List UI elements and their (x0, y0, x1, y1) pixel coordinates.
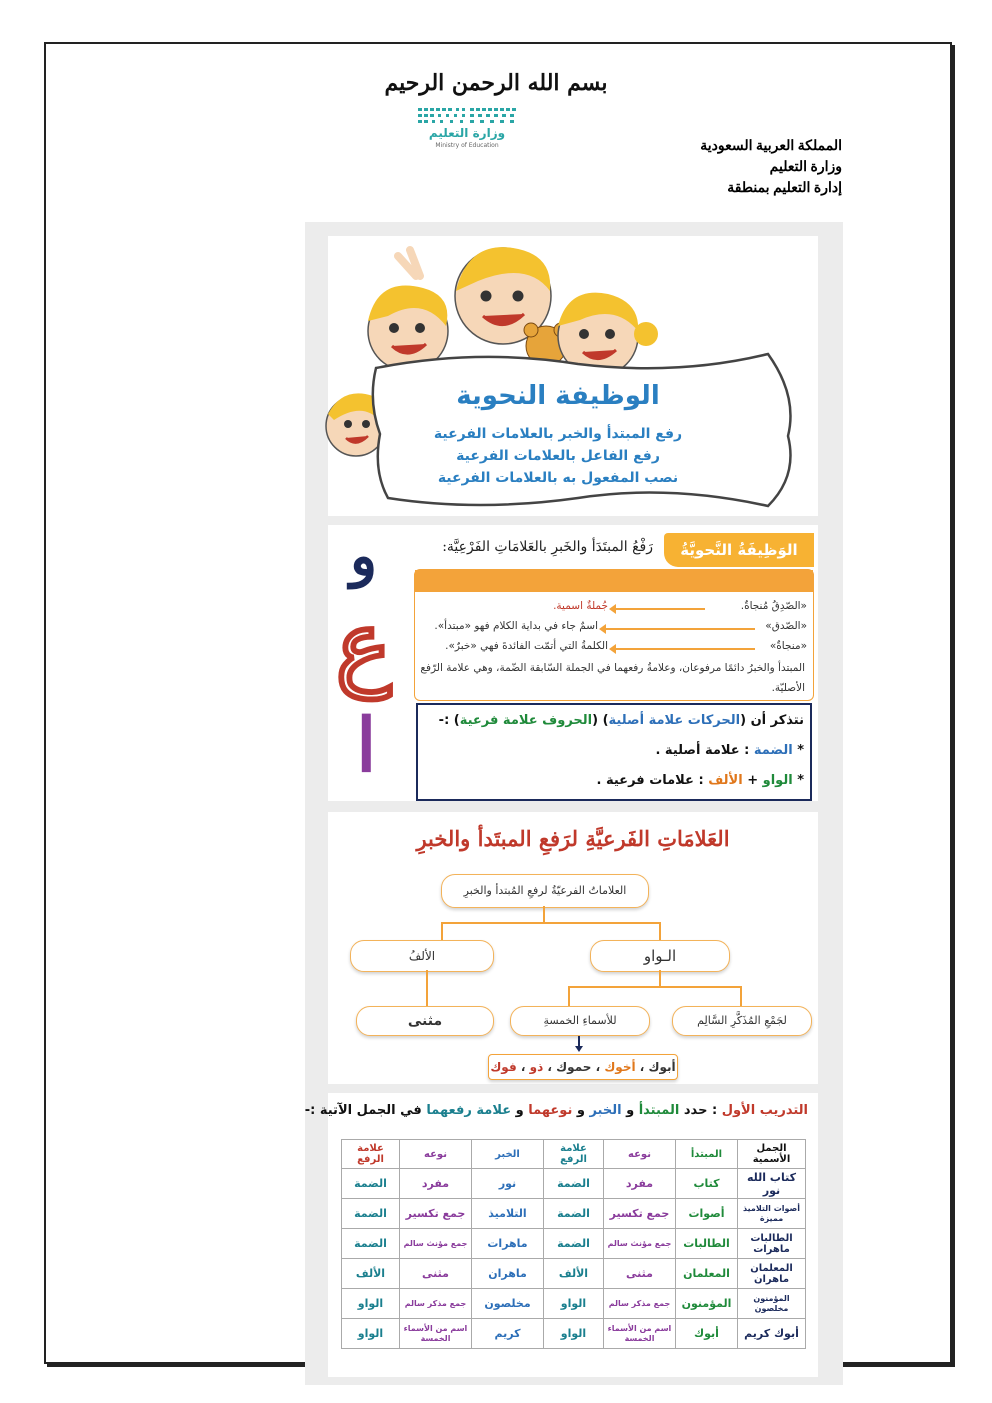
examples-node (488, 1054, 678, 1080)
five-nouns-node: للأسماءِ الخمسةِ (510, 1006, 650, 1036)
letter-ain: ع (336, 591, 391, 699)
table-cell: الضمة (544, 1199, 604, 1229)
bismillah: بسم الله الرحمن الرحيم (384, 70, 608, 96)
ministry-logo (404, 106, 530, 150)
table-cell: المؤمنون مخلصون (738, 1289, 806, 1319)
text-segment: الواو (762, 773, 793, 788)
table-header-row (342, 1140, 806, 1169)
logo-text: وزارة التعليم (428, 126, 506, 140)
header-line: وزارة التعليم (769, 160, 842, 175)
text-segment: و (621, 1103, 639, 1118)
table-header: علامة الرفع (342, 1140, 400, 1169)
text-segment: أبوك ، (635, 1060, 676, 1074)
table-cell: الضمة (342, 1169, 400, 1199)
text-segment: المبتدأ (638, 1103, 680, 1118)
example-right: اسمٌ جاء في بداية الكلام فهو «مبتدأ». (434, 620, 598, 632)
text-segment: ) ( (592, 713, 609, 728)
table-cell: جمع مذكر سالم (400, 1289, 472, 1319)
table-cell: مفرد (400, 1169, 472, 1199)
text-segment: نتذكر أن ( (740, 713, 804, 728)
text-segment: ، (591, 1060, 605, 1074)
waw-node: الـواو (590, 940, 730, 972)
text-segment: و (511, 1103, 529, 1118)
text-segment: الخبر (589, 1103, 622, 1118)
table-cell: المعلمان (676, 1259, 738, 1289)
table-header: نوعه (400, 1140, 472, 1169)
dual-node: مثنى (356, 1006, 494, 1036)
alif-node: الألفُ (350, 940, 494, 972)
table-cell: أصوات (676, 1199, 738, 1229)
header-lines (700, 136, 842, 199)
text-segment: : حدد (679, 1103, 722, 1118)
down-arrow-icon (575, 1046, 583, 1052)
header-line: المملكة العربية السعودية (700, 139, 842, 154)
intro-title: الوظيفة النحوية (456, 381, 660, 411)
table-header: المبتدأ (676, 1140, 738, 1169)
arrow-icon (615, 648, 755, 650)
table-cell: ماهران (472, 1259, 544, 1289)
table-cell: اسم من الأسماء الخمسة (604, 1319, 676, 1349)
connector (426, 970, 428, 1006)
table-cell: الواو (342, 1289, 400, 1319)
header-line: إدارة التعليم بمنطقة (727, 181, 842, 196)
text-segment: : علامة أصلية . (655, 743, 754, 758)
connector (740, 986, 742, 1006)
table-cell: ماهرات (472, 1229, 544, 1259)
remember-line (597, 773, 804, 788)
example-right: الكلمةُ التي أتمّت الفائدةَ فهي «خبرٌ». (445, 640, 608, 652)
table-cell: التلاميذ (472, 1199, 544, 1229)
masc-plural-node: لجَمْعِ المُذَكَّرِ السَّالِم (672, 1006, 812, 1036)
example-left: «الصّدق» (765, 620, 807, 632)
text-segment: أخوك (604, 1060, 636, 1074)
root-node: العلاماتُ الفرعيّةُ لرفعِ المُبتدأ والخبرِ (441, 874, 649, 908)
table-cell: مفرد (604, 1169, 676, 1199)
text-segment: ، (516, 1060, 530, 1074)
table-row (342, 1229, 806, 1259)
text-segment: الحركات علامة أصلية (608, 713, 741, 728)
table-cell: أبوك (676, 1319, 738, 1349)
text-segment: ) :- (438, 713, 460, 728)
letter-waw: و (350, 523, 378, 589)
remember-line (439, 713, 804, 728)
intro-line: رفع الفاعل بالعلامات الفرعية (456, 448, 660, 464)
text-segment: * (792, 743, 804, 758)
table-cell: مخلصون (472, 1289, 544, 1319)
table-cell: الضمة (342, 1229, 400, 1259)
text-segment: : علامات فرعية . (596, 773, 709, 788)
table-cell: جمع تكسير (604, 1199, 676, 1229)
table-cell: مثنى (604, 1259, 676, 1289)
text-segment: التدريب الأول (721, 1103, 808, 1118)
connector (568, 986, 742, 988)
table-cell: كتاب (676, 1169, 738, 1199)
text-segment: ذو (529, 1060, 544, 1074)
lesson-tag: الوَظِيفَةُ النَّحويَّةُ (664, 533, 814, 567)
table-cell: الضمة (544, 1169, 604, 1199)
example-box (414, 569, 814, 701)
diagram-card (328, 812, 818, 1084)
lesson-card (328, 525, 818, 801)
arrow-icon (605, 628, 755, 630)
text-segment: في الجمل الآتية :- (304, 1103, 427, 1118)
table-cell: نور (472, 1169, 544, 1199)
text-segment: حموك (556, 1060, 592, 1074)
table-cell: مثنى (400, 1259, 472, 1289)
remember-box (416, 703, 812, 801)
text-segment: الحروف علامة فرعية (459, 713, 593, 728)
letter-alif: ا (356, 703, 377, 789)
table-cell: الألف (342, 1259, 400, 1289)
diagram-title: العَلامَاتِ الفَرعيَّةِ لرَفعِ المبتَدأ والخبرِ (416, 826, 730, 851)
table-row (342, 1169, 806, 1199)
table-row (342, 1199, 806, 1229)
table-cell: جمع مذكر سالم (604, 1289, 676, 1319)
table-row (342, 1319, 806, 1349)
connector (543, 906, 545, 922)
table-cell: المعلمان ماهران (738, 1259, 806, 1289)
logo-subtext: Ministry of Education (435, 142, 499, 149)
table-cell: الواو (544, 1289, 604, 1319)
table-header: نوعه (604, 1140, 676, 1169)
lesson-title: رَفْعُ المبتَدَأ والخَبرِ بالعَلامَاتِ الفَرْعِيَّة: (442, 539, 653, 555)
connector (441, 922, 443, 940)
text-segment: * (792, 773, 804, 788)
exercise-card (304, 1093, 818, 1377)
table-cell: أبوك كريم (738, 1319, 806, 1349)
example-left: «منجاةٌ» (769, 640, 807, 652)
text-segment: و (572, 1103, 590, 1118)
table-header: علامة الرفع (544, 1140, 604, 1169)
remember-line (655, 743, 804, 758)
connector (659, 970, 661, 986)
table-cell: اسم من الأسماء الخمسة (400, 1319, 472, 1349)
table-cell: الطالبات (676, 1229, 738, 1259)
arrow-icon (615, 608, 705, 610)
table-cell: الطالبات ماهرات (738, 1229, 806, 1259)
table-row (342, 1259, 806, 1289)
table-cell: الضمة (342, 1199, 400, 1229)
text-segment: نوعهما (528, 1103, 573, 1118)
table-cell: الضمة (544, 1229, 604, 1259)
table-cell: جمع مؤنث سالم (400, 1229, 472, 1259)
table-cell: الواو (342, 1319, 400, 1349)
table-cell: المؤمنون (676, 1289, 738, 1319)
exercise-title (305, 1103, 808, 1118)
connector (659, 922, 661, 940)
text-segment: الضمة (753, 743, 793, 758)
table-cell: الألف (544, 1259, 604, 1289)
intro-line: رفع المبتدأ والخبر بالعلامات الفرعية (433, 426, 683, 442)
text-segment: + (742, 773, 763, 788)
table-cell: جمع تكسير (400, 1199, 472, 1229)
connector (568, 986, 570, 1006)
table-cell: أصوات التلاميذ مميزة (738, 1199, 806, 1229)
exercise-table (341, 1139, 806, 1349)
table-header: الجمل الأسمية (738, 1140, 806, 1169)
intro-line: نصب المفعول به بالعلامات الفرعية (437, 470, 679, 486)
table-cell: الواو (544, 1319, 604, 1349)
connector (441, 922, 661, 924)
example-left: «الصّدِقُ مُنجاةٌ. (740, 600, 807, 612)
table-cell: كريم (472, 1319, 544, 1349)
table-header: الخبر (472, 1140, 544, 1169)
text-segment: علامة رفعهما (426, 1103, 512, 1118)
table-row (342, 1289, 806, 1319)
text-segment: ، (543, 1060, 557, 1074)
example-right: جُملةٌ اسمية. (553, 600, 608, 612)
table-cell: كتاب الله نور (738, 1169, 806, 1199)
intro-card (328, 236, 818, 516)
rule-paragraph: المبتدأ والخبرُ دائمًا مرفوعان، وعلامةُ رفعهما في الجملة السّابقة الضّمة، وهي علامة الرّفع الأصليّة. (420, 662, 805, 694)
table-cell: جمع مؤنث سالم (604, 1229, 676, 1259)
text-segment: فوك (490, 1060, 517, 1074)
text-segment: الألف (708, 773, 743, 788)
example-box-header (415, 570, 813, 592)
